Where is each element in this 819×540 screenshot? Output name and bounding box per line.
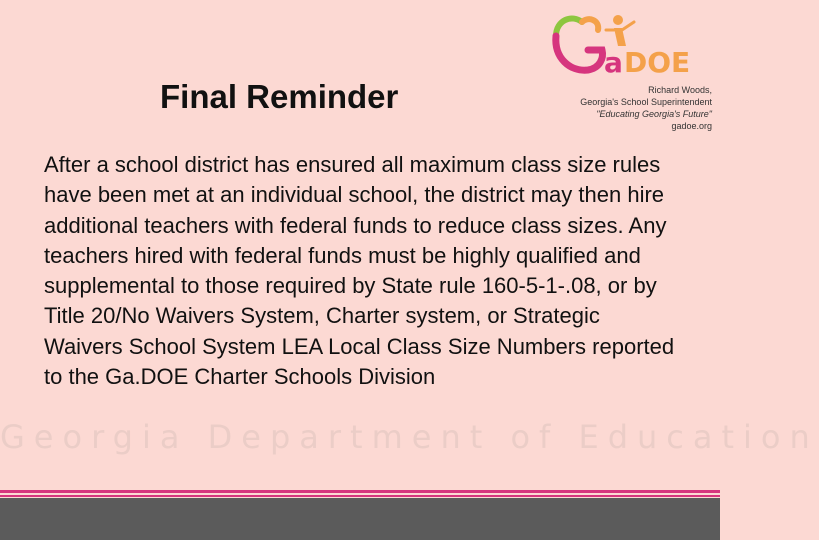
svg-text:DOE: DOE: [624, 46, 691, 79]
slide-title: Final Reminder: [160, 78, 399, 115]
website: gadoe.org: [671, 121, 712, 131]
superintendent-name: Richard Woods,: [648, 85, 712, 95]
footer-divider: [0, 490, 720, 493]
svg-text:a: a: [604, 46, 623, 79]
slide-body: After a school district has ensured all maximum class size rules have been met at an individual school, the district may then hire additional teachers with federal funds to reduce class sizes. Any teachers hired with federal funds must be highly qualified and supplemental to those required by State rule 160-5-1-.08, or by Title 20/No Waivers System, Charter system, or Strategic Waivers School System LEA Local Class Size Numbers reported to the Ga.DOE Charter Schools Division: [44, 152, 675, 390]
watermark-text: Georgia Department of Education: [0, 418, 819, 456]
footer-bar: [0, 498, 720, 540]
superintendent-title: Georgia's School Superintendent: [580, 97, 712, 107]
footer-divider-thin: [0, 495, 720, 497]
tagline: "Educating Georgia's Future": [596, 109, 712, 119]
gadoe-logo: [548, 6, 718, 84]
superintendent-info: [580, 84, 712, 132]
